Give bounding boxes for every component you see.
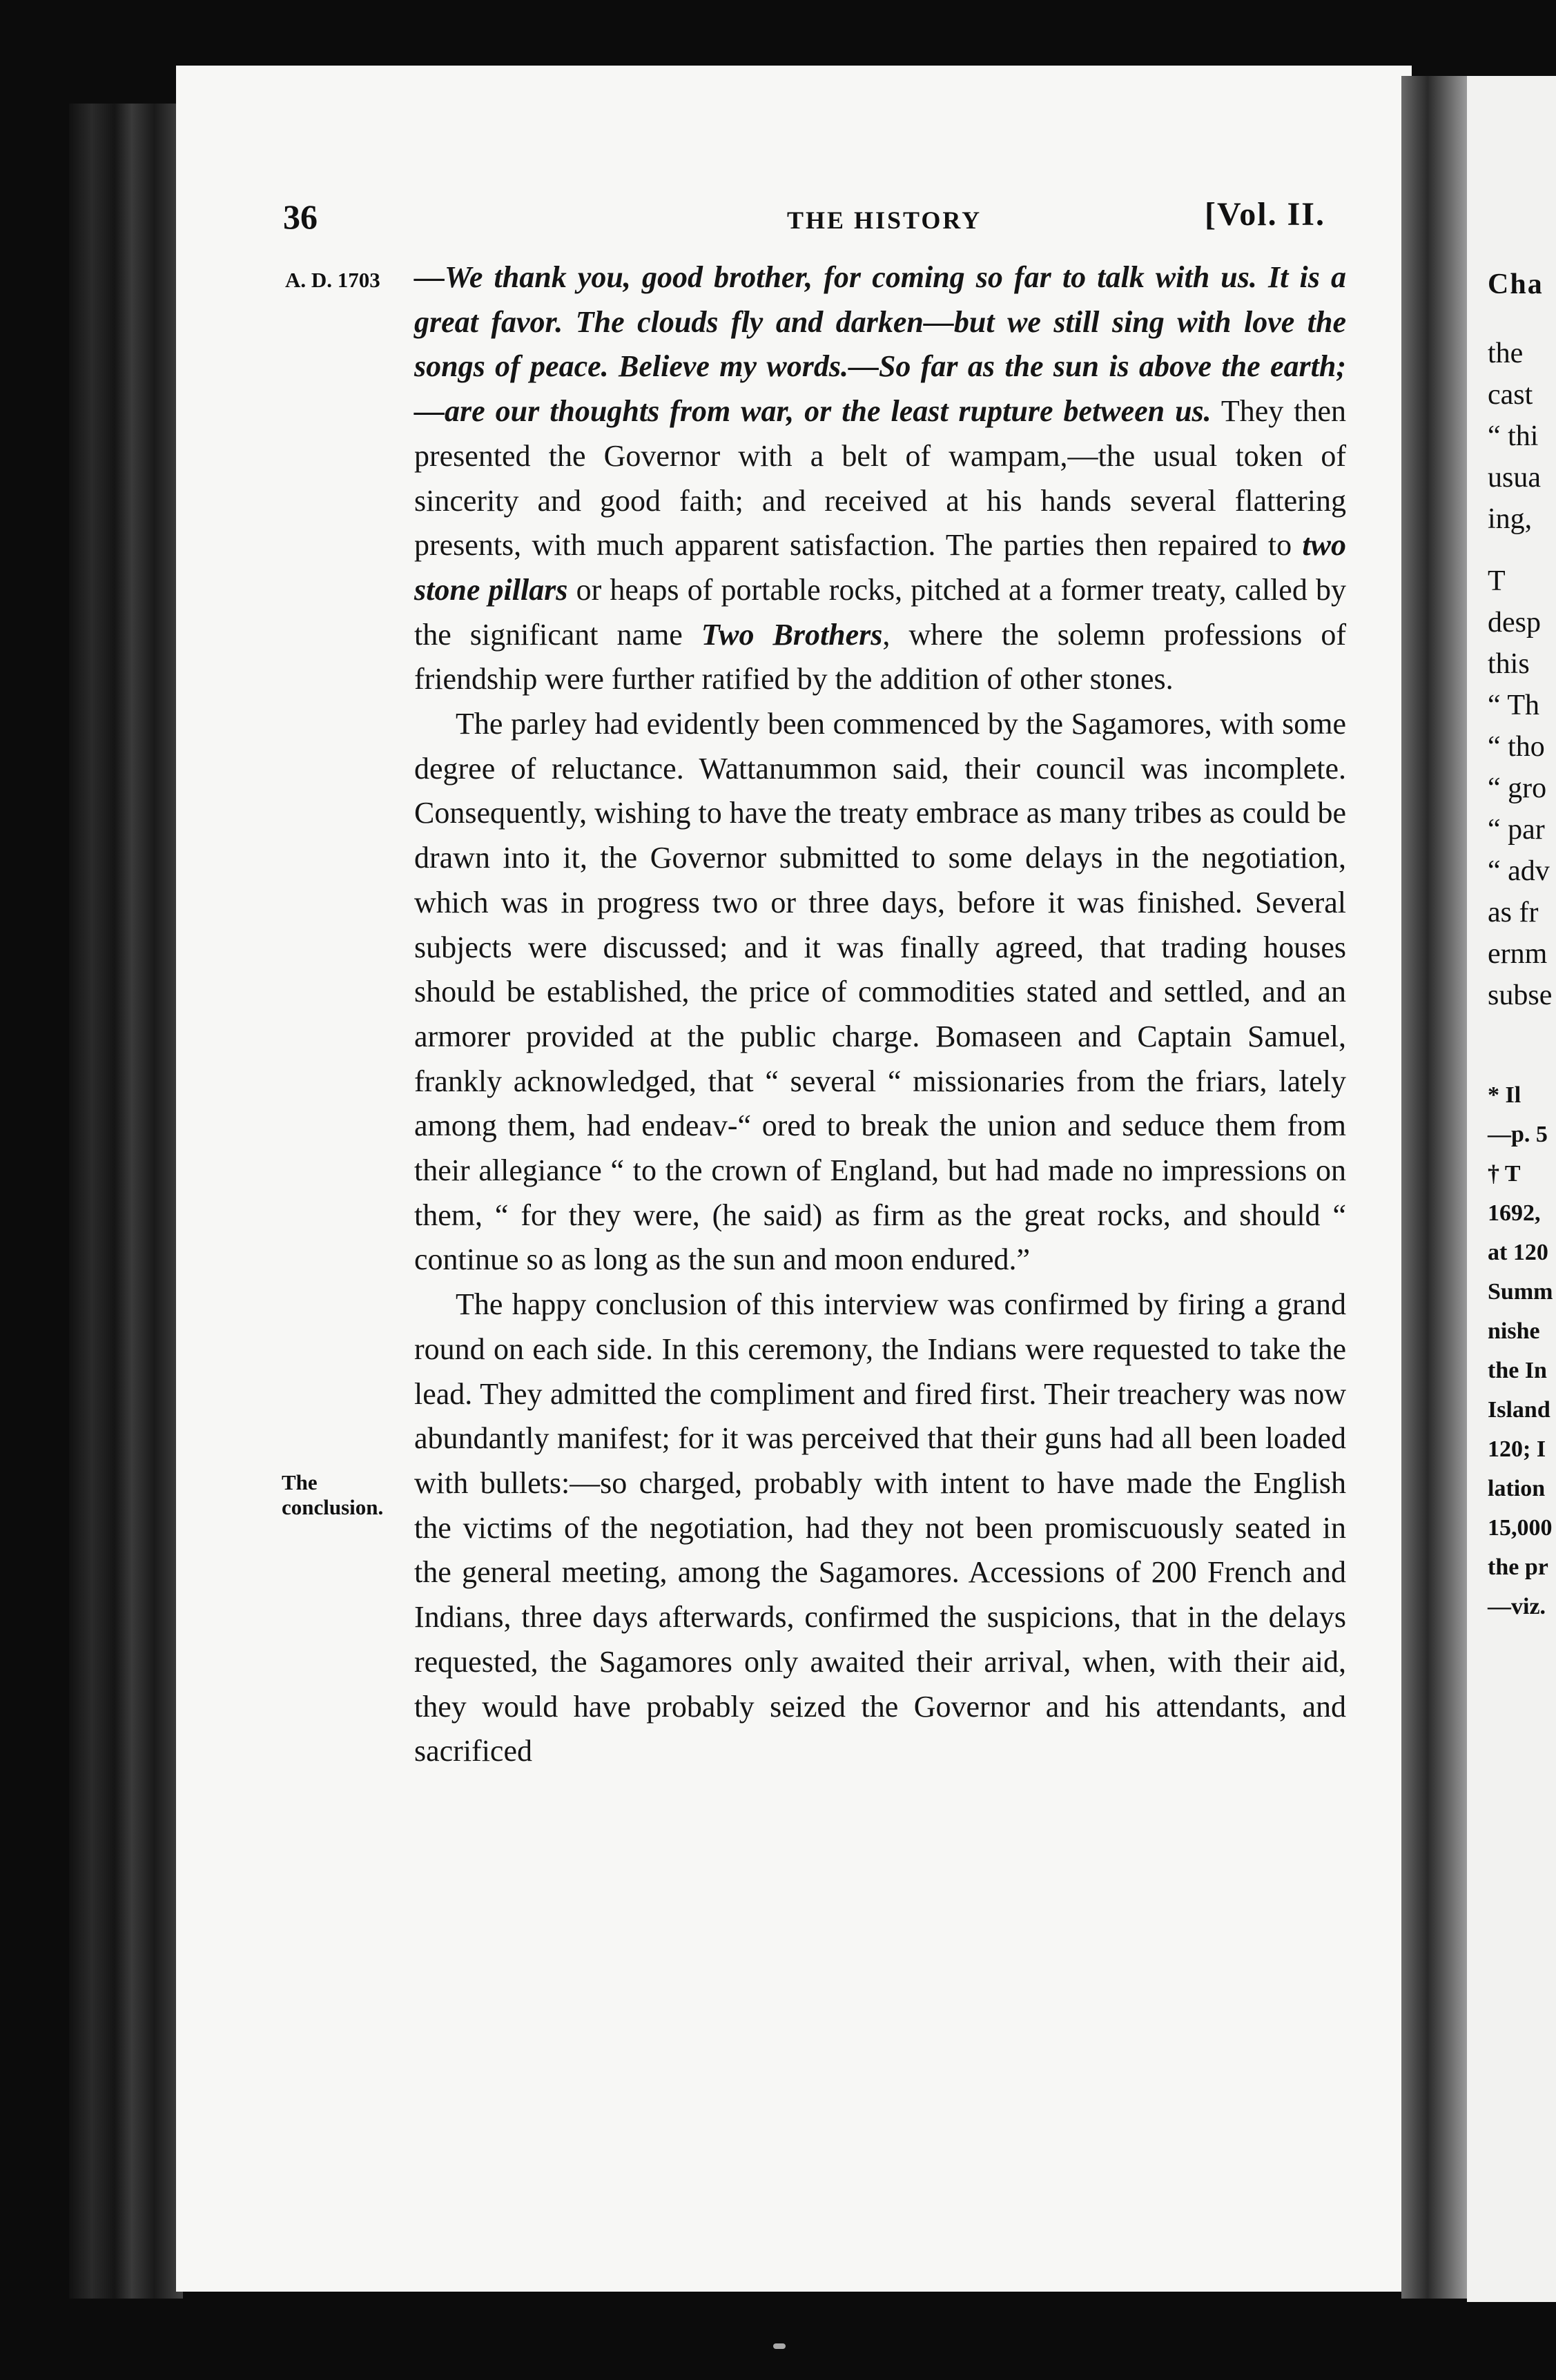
running-title: THE HISTORY [787, 206, 982, 234]
volume-label: [Vol. II. [1205, 196, 1325, 233]
facing-page-line: usua [1488, 462, 1541, 494]
facing-page-line: desp [1488, 607, 1541, 638]
facing-page-line: T [1488, 565, 1506, 597]
body-text [414, 255, 1346, 1774]
margin-year: A. D. 1703 [285, 268, 380, 292]
facing-page-line: subse [1488, 979, 1553, 1011]
facing-page-line: “ par [1488, 814, 1545, 846]
facing-page-footnote-line: Island [1488, 1397, 1550, 1423]
margin-note-conclusion: The conclusion. [282, 1470, 384, 1519]
facing-page-footnote-line: nishe [1488, 1318, 1540, 1344]
facing-page-line: this [1488, 648, 1530, 680]
facing-page-footnote-line: 1692, [1488, 1200, 1541, 1226]
facing-page-line: “ thi [1488, 420, 1539, 452]
facing-page-line: the [1488, 338, 1524, 369]
paragraph-2: The parley had evidently been commenced by the Sagamores, with some degree of reluctance. Wattanummon said, their council was incomplete. Consequently, wishing to have the treaty embrace as many tribes as could be drawn into it, the Governor submitted to some delays in the negotiation, which was in progress two or three days, before it was finished. Several subjects were discussed; and it was finally agreed, that trading houses should be established, the price of commodities stated and settled, and an armorer provided at the public charge. Bomaseen and Captain Samuel, frankly acknowledged, that “ several “ missionaries from the friars, lately among them, had endeav-“ ored to break the union and seduce them from their allegiance “ to the crown of England, but had made no impressions on them, “ for they were, (he said) as firm as the great rocks, and should “ continue so as long as the sun and moon endured.” [414, 707, 1346, 1277]
facing-page-heading: Cha [1488, 269, 1544, 300]
facing-page-footnote-line: the pr [1488, 1554, 1548, 1580]
facing-page-footnote-line: Summ [1488, 1279, 1553, 1305]
facing-page-edge [1467, 76, 1556, 2302]
book-spine [69, 104, 183, 2299]
facing-page-footnote-line: at 120 [1488, 1240, 1548, 1265]
facing-page-footnote-line: —p. 5 [1488, 1122, 1548, 1147]
facing-page-footnote-line: —viz. [1488, 1594, 1546, 1619]
page-gutter-shadow [1401, 76, 1467, 2299]
facing-page-line: “ Th [1488, 690, 1540, 721]
paragraph-1: —We thank you, good brother, for coming so far to talk with us. It is a great favor. The clouds fly and darken—but we still sing with love the songs of peace. Believe my words.—So far as the sun is above the earth;—are our thoughts from war, or the least rupture between us. They then presented the Governor with a belt of wampam,—the usual token of sincerity and good faith; and received at his hands several flattering presents, with much apparent satisfaction. The parties then repaired to two stone pillars or heaps of portable rocks, pitched at a former treaty, called by the significant name Two Brothers, where the solemn professions of friendship were further ratified by the addition of other stones. [414, 260, 1346, 696]
scan-speck [773, 2343, 786, 2349]
facing-page-footnote-line: † T [1488, 1161, 1521, 1187]
facing-page-line: as fr [1488, 897, 1539, 928]
facing-page-line: ing, [1488, 503, 1533, 535]
facing-page-footnote-line: lation [1488, 1476, 1546, 1501]
facing-page-line: “ tho [1488, 731, 1545, 763]
facing-page-line: “ gro [1488, 772, 1547, 804]
facing-page-footnote-line: the In [1488, 1358, 1547, 1383]
facing-page-line: ernm [1488, 938, 1548, 970]
facing-page-footnote-line: * Il [1488, 1082, 1521, 1108]
facing-page-footnote-line: 15,000 [1488, 1515, 1553, 1541]
facing-page-line: “ adv [1488, 855, 1550, 887]
page-number: 36 [283, 197, 318, 236]
paragraph-3: The happy conclusion of this interview was confirmed by firing a grand round on each side. In this ceremony, the Indians were requested to take the lead. They admitted the compliment and fired first. Their treachery was now abundantly manifest; for it was perceived that their guns had all been loaded with bullets:—so charged, probably with intent to have made the English the victims of the negotiation, had they not been promiscuously seated in the general meeting, among the Sagamores. Accessions of 200 French and Indians, three days afterwards, confirmed the suspicions, that in the delays requested, the Sagamores only awaited their arrival, when, with their aid, they would have probably seized the Governor and his attendants, and sacrificed [414, 1287, 1346, 1768]
facing-page-footnote-line: 120; I [1488, 1436, 1546, 1462]
quoted-speech: —We thank you, good brother, for coming so far to talk with us. It is a great favor. The clouds fly and darken—but we still sing with love the songs of peace. Believe my words.—So far as the sun is above the earth;—are our thoughts from war, or the least rupture between us. [414, 260, 1346, 429]
facing-page-line: cast [1488, 379, 1533, 411]
